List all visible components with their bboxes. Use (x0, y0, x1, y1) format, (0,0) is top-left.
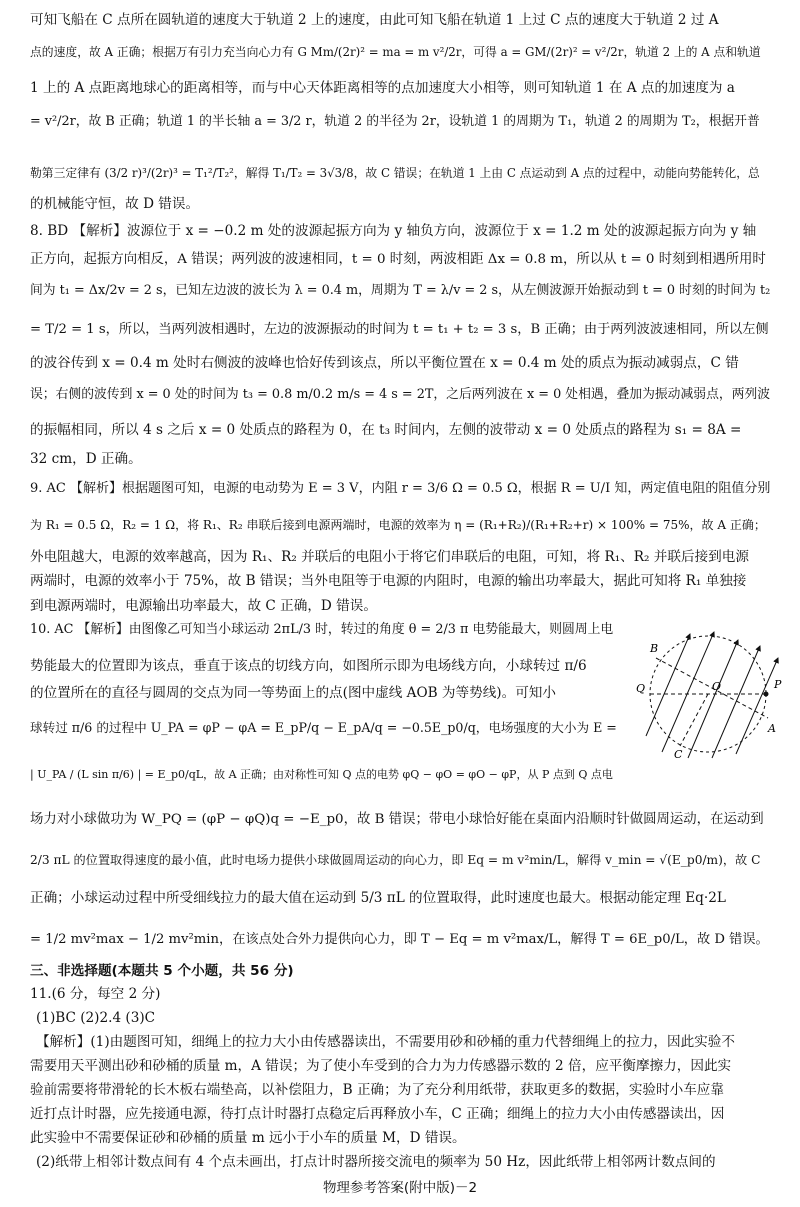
text-line-l02: 点的速度，故 A 正确；根据万有引力充当向心力有 G Mm/(2r)² = ma = m v²/2r，可得 a = GM/(2r)² = v²/2r，轨道 2 上的 A 点和轨道 (30, 45, 761, 59)
text-line-l33: 需要用天平测出砂和砂桶的质量 m，A 错误；为了使小车受到的合力为力传感器示数的 2 倍，应平衡摩擦力，因此实 (30, 1058, 732, 1074)
text-line-l36: 此实验中不需要保证砂和砂桶的质量 m 远小于小车的质量 M，D 错误。 (30, 1130, 466, 1146)
text-line-l13: 的振幅相同，所以 4 s 之后 x = 0 处质点的路程为 0，在 t₃ 时间内，左侧的波带动 x = 0 处质点的路程为 s₁ = 8A = (30, 422, 742, 438)
text-line-l35: 近打点计时器，应先接通电源，待打点计时器打点稳定后再释放小车，C 正确；细绳上的拉力大小由传感器读出，因 (30, 1106, 725, 1122)
label-P: P (774, 678, 782, 691)
text-line-l20: 10. AC 【解析】由图像乙可知当小球运动 2πL/3 时，转过的角度 θ = 2/3 π 电势能最大，则圆周上电 (30, 622, 614, 637)
text-line-l03: 1 上的 A 点距离地球心的距离相等，而与中心天体距离相等的点加速度大小相等，则可知轨道 1 在 A 点的加速度为 a (30, 80, 735, 96)
electric-field-circle-figure (628, 628, 790, 760)
ball-point (764, 692, 769, 697)
label-C: C (674, 748, 683, 760)
text-line-l27: 正确；小球运动过程中所受细线拉力的最大值在运动到 5/3 πL 的位置取得，此时速度也最大。根据动能定理 Eq·2L (30, 890, 726, 906)
text-line-l12: 误；右侧的波传到 x = 0 处的时间为 t₃ = 0.8 m/0.2 m/s = 4 s = 2T，之后两列波在 x = 0 处相遇，叠加为振动减弱点，两列波 (30, 387, 771, 402)
label-B: B (650, 642, 659, 655)
text-line-l30: 11.(6 分，每空 2 分) (30, 986, 161, 1002)
field-line-5 (736, 658, 778, 754)
text-line-l04: = v²/2r，故 B 正确；轨道 1 的半长轴 a = 3/2 r，轨道 2 的半径为 2r，设轨道 1 的周期为 T₁，轨道 2 的周期为 T₂，根据开普 (30, 114, 760, 129)
label-O: O (712, 680, 722, 693)
text-line-l26: 2/3 πL 的位置取得速度的最小值，此时电场力提供小球做圆周运动的向心力，即 Eq = m v²min/L，解得 v_min = √(E_p0/m)，故 C (30, 853, 761, 867)
text-line-l32: 【解析】(1)由题图可知，细绳上的拉力大小由传感器读出，不需要用砂和砂桶的重力代替细绳上的拉力，因此实验不 (36, 1034, 735, 1050)
text-line-l19: 到电源两端时，电源输出功率最大，故 C 正确，D 错误。 (30, 598, 377, 614)
page-footer: 物理参考答案(附中版)－2 (322, 1180, 478, 1196)
text-line-l15: 9. AC 【解析】根据题图可知，电源的电动势为 E = 3 V，内阻 r = 3/6 Ω = 0.5 Ω，根据 R = U/I 知，两定值电阻的阻值分别 (30, 481, 771, 496)
field-line-2 (662, 632, 714, 752)
text-line-l05: 勒第三定律有 (3/2 r)³/(2r)³ = T₁²/T₂²，解得 T₁/T₂ = 3√3/8，故 C 错误；在轨道 1 上由 C 点运动到 A 点的过程中，动能向势能转化，总 (30, 166, 760, 180)
text-line-l14: 32 cm，D 正确。 (30, 451, 142, 467)
label-Q: Q (636, 682, 646, 695)
text-line-l08: 正方向，起振方向相反，A 错误；两列波的波速相同，t = 0 时刻，两波相距 Δx = 0.8 m，所以从 t = 0 时刻到相遇所用时 (30, 252, 766, 267)
text-line-l29: 三、非选择题(本题共 5 个小题，共 56 分) (30, 963, 294, 979)
text-line-l10: = T/2 = 1 s，所以，当两列波相遇时，左边的波源振动的时间为 t = t₁ + t₂ = 3 s，B 正确；由于两列波波速相同，所以左侧 (30, 322, 769, 337)
text-line-l21: 势能最大的位置即为该点，垂直于该点的切线方向，如图所示即为电场线方向，小球转过 π/6 (30, 658, 587, 674)
text-line-l16: 为 R₁ = 0.5 Ω，R₂ = 1 Ω，将 R₁、R₂ 串联后接到电源两端时，电源的效率为 η = (R₁+R₂)/(R₁+R₂+r) × 100% = 75%，故 A 正确； (30, 518, 766, 532)
text-line-l07: 8. BD 【解析】波源位于 x = −0.2 m 处的波源起振方向为 y 轴负方向，波源位于 x = 1.2 m 处的波源起振方向为 y 轴 (30, 223, 757, 239)
text-line-l28: = 1/2 mv²max − 1/2 mv²min，在该点处合外力提供向心力，即 T − Eq = m v²max/L，解得 T = 6E_p0/L，故 D 错误。 (30, 932, 769, 947)
text-line-l31: (1)BC (2)2.4 (3)C (36, 1010, 156, 1026)
text-line-l34: 验前需要将带滑轮的长木板右端垫高，以补偿阻力，B 正确；为了充分利用纸带，获取更多的数据，实验时小车应靠 (30, 1082, 724, 1098)
label-A: A (768, 722, 776, 735)
text-line-l24: | U_PA / (L sin π/6) | = E_p0/qL，故 A 正确；由对称性可知 Q 点的电势 φQ − φO = φO − φP，从 P 点到 Q 点电 (30, 768, 613, 781)
text-line-l22: 的位置所在的直径与圆周的交点为同一等势面上的点(图中虚线 AOB 为等势线)。可知小 (30, 685, 556, 701)
text-line-l06: 的机械能守恒，故 D 错误。 (30, 196, 200, 212)
text-line-l17: 外电阻越大，电源的效率越高，因为 R₁、R₂ 并联后的电阻小于将它们串联后的电阻，可知，将 R₁、R₂ 并联后接到电源 (30, 549, 749, 565)
text-line-l37: (2)纸带上相邻计数点间有 4 个点未画出，打点计时器所接交流电的频率为 50 Hz，因此纸带上相邻两计数点间的 (36, 1154, 716, 1170)
text-line-l23: 球转过 π/6 的过程中 U_PA = φP − φA = E_pP/q − E_pA/q = −0.5E_p0/q，电场强度的大小为 E = (30, 720, 617, 735)
field-line-3 (688, 640, 738, 758)
text-line-l25: 场力对小球做功为 W_PQ = (φP − φQ)q = −E_p0，故 B 错误；带电小球恰好能在桌面内沿顺时针做圆周运动，在运动到 (30, 812, 764, 827)
text-line-l18: 两端时，电源的效率小于 75%，故 B 错误；当外电阻等于电源的内阻时，电源的输出功率最大，据此可知将 R₁ 单独接 (30, 573, 747, 589)
text-line-l11: 的波谷传到 x = 0.4 m 处时右侧波的波峰也恰好传到该点，所以平衡位置在 x = 0.4 m 处的质点为振动减弱点，C 错 (30, 355, 739, 371)
text-line-l09: 间为 t₁ = Δx/2v = 2 s，已知左边波的波长为 λ = 0.4 m，周期为 T = λ/v = 2 s，从左侧波源开始振动到 t = 0 时刻的时间为 t₂ (30, 283, 771, 298)
text-line-l01: 可知飞船在 C 点所在圆轨道的速度大于轨道 2 上的速度，由此可知飞船在轨道 1 上过 C 点的速度大于轨道 2 过 A (30, 12, 719, 28)
field-line-4 (712, 646, 760, 758)
